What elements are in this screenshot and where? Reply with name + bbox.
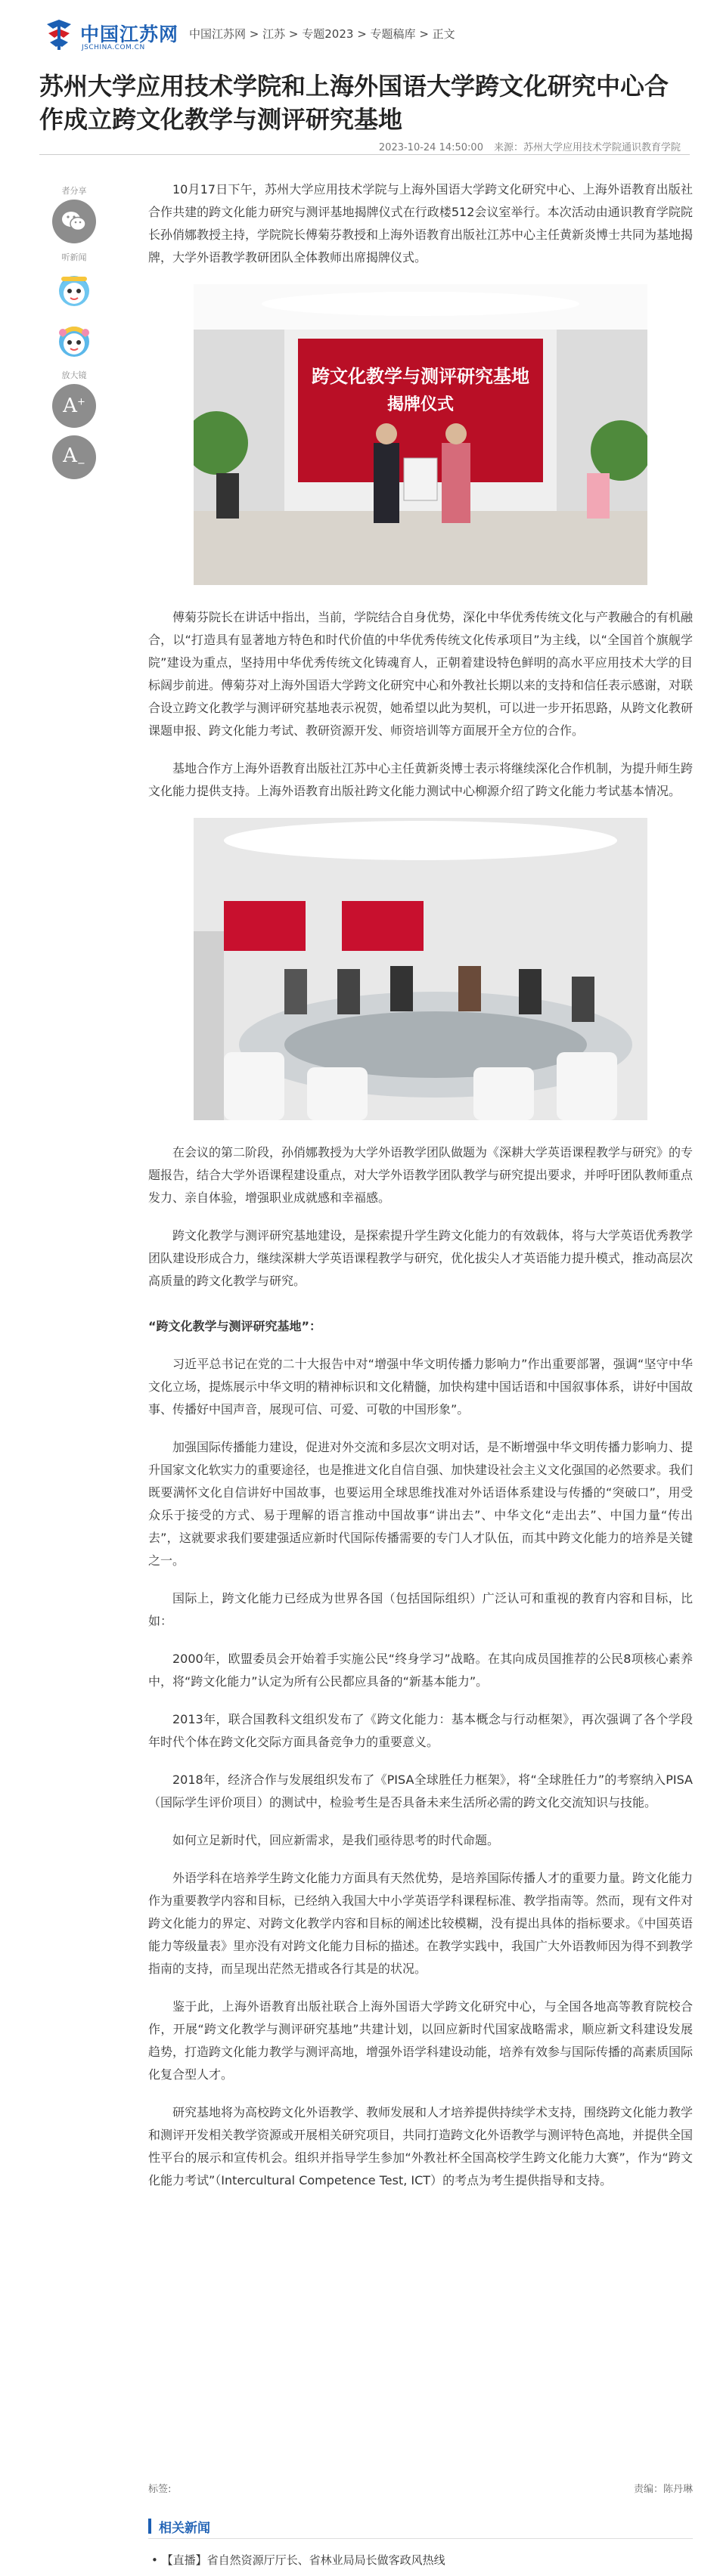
article-paragraph: 2018年，经济合作与发展组织发布了《PISA全球胜任力框架》，将“全球胜任力”的考察纳入PISA（国际学生评价项目）的测试中，检验考生是否具备未来生活所必需的跨文化交流知识与技能。 [148,1773,693,1810]
font-decrease-icon: $A_-$ [63,444,85,470]
article-source: 来源：苏州大学应用技术学院通识教育学院 [493,142,681,153]
section-accent-bar [148,2519,151,2534]
article-paragraph: 国际上，跨文化能力已经成为世界各国（包括国际组织）广泛认可和重视的教育内容和目标，比如： [148,1591,693,1628]
breadcrumb-separator: > [246,27,263,41]
article-paragraph: 鉴于此，上海外语教育出版社联合上海外国语大学跨文化研究中心，与全国各地高等教育院校合作，开展“跨文化教学与测评研究基地”共建计划，以回应新时代国家战略需求，顺应新文科建设发展趋势，打造跨文化能力教学与测评高地，增强外语学科建设动能，培养有效参与国际传播的高素质国际化复合型人才。 [148,1999,694,2082]
article-paragraph: 研究基地将为高校跨文化外语教学、教师发展和人才培养提供持续学术支持，围绕跨文化能力教学和测评开发相关教学资源或开展相关研究项目，共同打造跨文化外语教学与测评特色高地，并提供全国性平台的展示和宣传机会。组织并指导学生参加“外教社杯全国高校学生跨文化能力大赛”，作为“跨文化能力考试”（Intercultural Competence Test, ICT）的考点为考生提供指导和支持。 [148,2105,694,2187]
article-paragraph: 2000年，欧盟委员会开始着手实施公民“终身学习”战略。在其向成员国推荐的公民8项核心素养中，将“跨文化能力”认定为所有公民都应具备的“新基本能力”。 [148,1652,693,1689]
zoom-in-button[interactable] [52,384,96,428]
article-meta [379,139,681,153]
logo-mark-icon [42,17,76,53]
related-news-header [148,2516,693,2538]
zoom-out-button[interactable] [52,435,96,479]
article-paragraph: 10月17日下午，苏州大学应用技术学院与上海外国语大学跨文化研究中心、上海外语教育出版社合作共建的跨文化能力研究与测评基地揭牌仪式在行政楼512会议室举行。本次活动由通识教育学院院长孙俏娜教授主持，学院院长傅菊芬教授和上海外语教育出版社江苏中心主任黄新炎博士共同为基地揭牌，大学外语教学教研团队全体教师出席揭牌仪式。 [148,182,694,265]
meeting-room-photo [194,818,647,1120]
article-paragraph: 2013年，联合国教科文组织发布了《跨文化能力：基本概念与行动框架》，再次强调了各个学段年时代个体在跨文化交际方面具备竞争力的重要意义。 [148,1712,693,1749]
related-news-title: 相关新闻 [159,2521,210,2536]
mascot-boy-icon [52,266,96,310]
site-header [0,0,720,70]
article-paragraph: 基地合作方上海外语教育出版社江苏中心主任黄新炎博士表示将继续深化合作机制，为提升师生跨文化能力提供支持。上海外语教育出版社跨文化能力测试中心柳源介绍了跨文化能力考试基本情况。 [148,761,694,798]
breadcrumb-separator: > [415,27,433,41]
listen-female-voice-button[interactable] [52,317,96,361]
editor-credit: 责编：陈丹琳 [633,2484,693,2495]
banner-text-line1: 跨文化教学与测评研究基地 [312,366,529,387]
font-increase-icon: A+ [63,395,85,417]
breadcrumb-special-library[interactable]: 专题稿库 [370,27,416,41]
article-date: 2023-10-24 14:50:00 [378,142,483,153]
article-body [148,178,693,2207]
wechat-icon [61,210,87,233]
tags-label: 标签: [148,2484,172,2495]
article-paragraph: 习近平总书记在党的二十大报告中对“增强中华文明传播力影响力”作出重要部署，强调“坚守中华文化立场，提炼展示中华文明的精神标识和文化精髓，加快构建中国话语和中国叙事体系，讲好中国故事、传播好中国声音，展现可信、可爱、可敬的中国形象”。 [148,1357,694,1416]
share-label: 者分享 [61,186,87,196]
article-paragraph: 傅菊芬院长在讲话中指出，当前，学院结合自身优势，深化中华优秀传统文化与产教融合的有机融合，以“打造具有显著地方特色和时代价值的中华优秀传统文化传承项目”为主线，以“全国首个旗舰学院”建设为重点，坚持用中华优秀传统文化铸魂育人，正朝着建设特色鲜明的高水平应用技术大学的目标阔步前进。傅菊芬对上海外国语大学跨文化研究中心和外教社长期以来的支持和信任表示感谢，对联合设立跨文化教学与测评研究基地表示祝贺，她希望以此为契机，可以进一步开拓思路，从跨文化教研课题申报、跨文化能力考试、教研资源开发、师资培训等方面展开全方位的合作。 [148,610,694,738]
article-footer [148,2481,693,2495]
zoom-label: 放大镜 [61,370,87,380]
article-paragraph: 如何立足新时代，回应新需求，是我们亟待思考的时代命题。 [172,1833,500,1847]
logo-text: 中国江苏网 [80,23,179,45]
breadcrumb-home[interactable]: 中国江苏网 [189,27,247,41]
article-subheading: “跨文化教学与测评研究基地”： [148,1319,322,1333]
breadcrumb-separator: > [353,27,371,41]
breadcrumb-separator: > [285,27,303,41]
section-divider [148,2538,693,2539]
logo-domain-text: JSCHINA.COM.CN [82,44,145,51]
breadcrumb-current: 正文 [432,27,455,41]
wechat-share-button[interactable] [52,200,96,243]
article-title: 苏州大学应用技术学院和上海外国语大学跨文化研究中心合作成立跨文化教学与测评研究基地 [39,72,669,134]
related-news-link[interactable]: • 【直播】省自然资源厅厅长、省林业局局长做客政风热线 [151,2553,445,2567]
voice-label: 听新闻 [61,252,87,262]
article-paragraph: 在会议的第二阶段，孙俏娜教授为大学外语教学团队做题为《深耕大学英语课程教学与研究》的专题报告，结合大学外语课程建设重点，对大学外语教学团队教学与研究提出要求，并呼吁团队教师重点发力、亲自体验，增强职业成就感和幸福感。 [148,1145,694,1205]
banner-text-line2: 揭牌仪式 [386,395,455,414]
breadcrumb [189,26,455,42]
unveiling-ceremony-photo [194,284,647,585]
article-paragraph: 加强国际传播能力建设，促进对外交流和多层次文明对话，是不断增强中华文明传播力影响力、提升国家文化软实力的重要途径，也是推进文化自信自强、加快建设社会主义文化强国的必然要求。我们既要满怀文化自信讲好中国故事，也要运用全球思维找准对外话语体系建设与传播的“突破口”，用受众乐于接受的方式、易于理解的语言推动中国故事“讲出去”、中华文化“走出去”、中国力量“传出去”，这就要求我们要建强适应新时代国际传播需要的专门人才队伍，而其中跨文化能力的培养是关键之一。 [148,1440,694,1568]
site-logo[interactable] [42,14,179,59]
article-toolbar [42,178,106,487]
listen-male-voice-button[interactable] [52,266,96,310]
article-paragraph: 外语学科在培养学生跨文化能力方面具有天然优势，是培养国际传播人才的重要力量。跨文化能力作为重要教学内容和目标，已经纳入我国大中小学英语学科课程标准、教学指南等。然而，现有文件对跨文化能力的界定、对跨文化教学内容和目标的阐述比较模糊，没有提出具体的指标要求。《中国英语能力等级量表》里亦没有对跨文化能力目标的描述。在教学实践中，我国广大外语教师因为得不到教学指南的支持，而呈现出茫然无措或各行其是的状况。 [148,1871,694,1976]
mascot-girl-icon [52,317,96,361]
article-paragraph: 跨文化教学与测评研究基地建设，是探索提升学生跨文化能力的有效载体，将与大学英语优秀教学团队建设形成合力，继续深耕大学英语课程教学与研究，优化拔尖人才英语能力提升模式，推动高层次高质量的跨文化教学与研究。 [148,1228,694,1288]
breadcrumb-special-2023[interactable]: 专题2023 [302,27,354,41]
title-divider [39,154,690,155]
breadcrumb-jiangsu[interactable]: 江苏 [262,27,286,41]
